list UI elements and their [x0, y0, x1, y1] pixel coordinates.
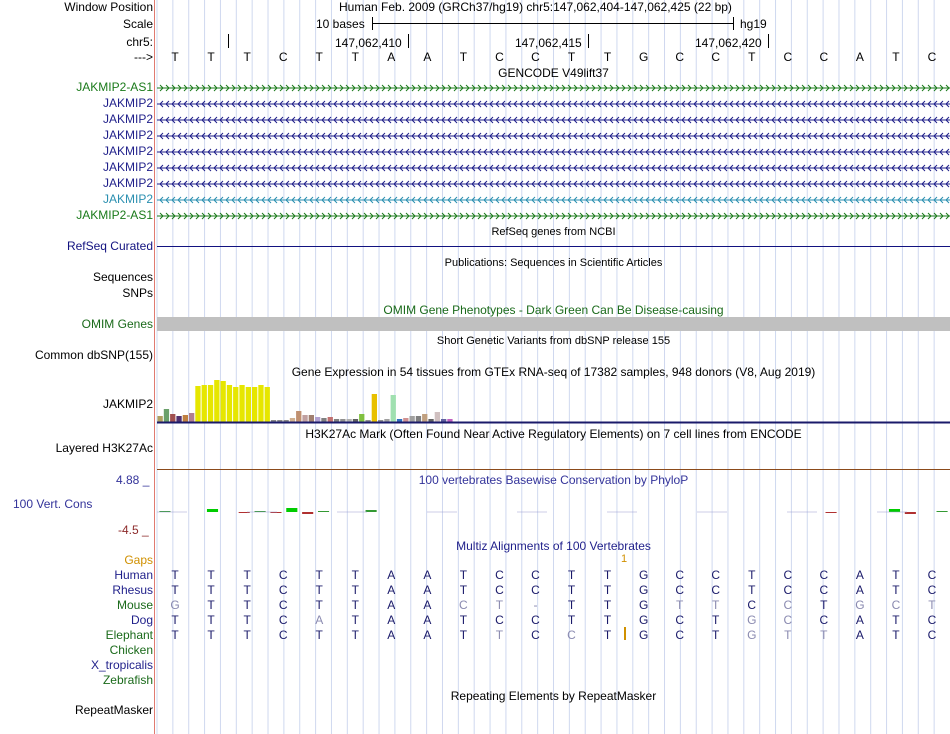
- omim-track-title: OMIM Gene Phenotypes - Dark Green Can Be Disease-causing: [383, 303, 724, 317]
- multiz-aligned-base: T: [675, 598, 684, 612]
- multiz-aligned-base: T: [712, 598, 720, 612]
- multiz-aligned-base: C: [819, 583, 829, 597]
- reference-base: T: [459, 50, 468, 64]
- multiz-aligned-base: C: [459, 598, 468, 612]
- gtex-tissue-bar[interactable]: [189, 413, 194, 422]
- reference-base: T: [748, 50, 756, 64]
- multiz-aligned-base: C: [531, 583, 540, 597]
- multiz-aligned-base: G: [855, 598, 865, 612]
- multiz-aligned-base: T: [243, 628, 251, 642]
- multiz-aligned-base: T: [207, 598, 215, 612]
- multiz-aligned-base: T: [315, 583, 323, 597]
- multiz-gap-marker: 1: [621, 553, 628, 565]
- window-position-label: Window Position: [64, 0, 153, 14]
- gtex-tissue-bar[interactable]: [246, 387, 251, 422]
- multiz-aligned-base: T: [243, 613, 251, 627]
- gencode-transcript-label[interactable]: JAKMIP2: [102, 96, 153, 110]
- reference-base: T: [243, 50, 251, 64]
- multiz-aligned-base: C: [278, 598, 288, 612]
- multiz-aligned-base: C: [927, 628, 937, 642]
- ruler-tick: [588, 34, 589, 48]
- ruler-tick: [228, 34, 229, 48]
- multiz-aligned-base: A: [423, 628, 432, 642]
- multiz-aligned-base: G: [638, 628, 649, 642]
- multiz-aligned-base: C: [495, 568, 504, 582]
- multiz-aligned-base: T: [207, 628, 215, 642]
- multiz-aligned-base: T: [892, 583, 900, 597]
- gencode-transcript-label[interactable]: JAKMIP2-AS1: [76, 208, 153, 222]
- reference-base: C: [278, 50, 288, 64]
- multiz-aligned-base: T: [748, 583, 756, 597]
- multiz-species-label[interactable]: Zebrafish: [102, 673, 153, 687]
- multiz-aligned-base: T: [243, 598, 251, 612]
- repeatmasker-track-label[interactable]: RepeatMasker: [74, 703, 153, 717]
- refseq-track-title: RefSeq genes from NCBI: [491, 226, 616, 238]
- gtex-tissue-bar[interactable]: [221, 381, 226, 422]
- reference-base: T: [315, 50, 323, 64]
- multiz-aligned-base: A: [387, 568, 396, 582]
- multiz-aligned-base: T: [171, 568, 179, 582]
- multiz-aligned-base: G: [747, 628, 757, 642]
- multiz-aligned-base: A: [387, 628, 396, 642]
- multiz-aligned-base: C: [819, 613, 829, 627]
- gtex-tissue-bar[interactable]: [195, 386, 200, 422]
- gtex-tissue-bar[interactable]: [315, 417, 320, 422]
- reference-base: G: [638, 50, 649, 64]
- phylop-score-bar: [366, 510, 377, 512]
- phylop-track-label[interactable]: 100 Vert. Cons: [13, 497, 93, 511]
- multiz-aligned-base: C: [531, 613, 540, 627]
- multiz-aligned-base: T: [207, 613, 215, 627]
- multiz-aligned-base: T: [243, 568, 251, 582]
- multiz-aligned-base: G: [170, 598, 180, 612]
- multiz-gaps-label[interactable]: Gaps: [124, 553, 153, 567]
- gtex-tissue-bar[interactable]: [233, 387, 238, 422]
- multiz-aligned-base: T: [603, 628, 612, 642]
- multiz-aligned-base: A: [315, 613, 324, 627]
- reference-base: T: [171, 50, 179, 64]
- multiz-insertion-mark: [624, 627, 626, 640]
- reference-base: A: [423, 50, 432, 64]
- gencode-transcript-label[interactable]: JAKMIP2: [102, 160, 153, 174]
- multiz-aligned-base: A: [387, 598, 396, 612]
- multiz-aligned-base: C: [891, 598, 901, 612]
- gencode-transcript-label[interactable]: JAKMIP2: [102, 192, 153, 206]
- assembly-position-text: Human Feb. 2009 (GRCh37/hg19) chr5:147,062,404-147,062,425 (22 bp): [339, 0, 732, 14]
- multiz-aligned-base: C: [278, 613, 288, 627]
- gencode-transcript-line[interactable]: [157, 197, 950, 203]
- multiz-aligned-base: C: [783, 568, 793, 582]
- gtex-tissue-bar[interactable]: [214, 380, 219, 422]
- reference-base: T: [207, 50, 215, 64]
- phylop-max-label: 4.88 _: [116, 473, 150, 487]
- multiz-aligned-base: C: [783, 613, 793, 627]
- multiz-aligned-base: C: [495, 613, 504, 627]
- multiz-aligned-base: T: [603, 613, 612, 627]
- multiz-aligned-base: C: [927, 583, 937, 597]
- phylop-score-bar: [889, 509, 900, 512]
- multiz-aligned-base: C: [675, 613, 684, 627]
- repeatmasker-track-title: Repeating Elements by RepeatMasker: [450, 689, 657, 703]
- gencode-transcript-line[interactable]: [157, 101, 950, 107]
- multiz-aligned-base: T: [603, 583, 612, 597]
- multiz-aligned-base: T: [820, 628, 828, 642]
- multiz-aligned-base: C: [675, 628, 684, 642]
- multiz-aligned-base: T: [459, 628, 468, 642]
- multiz-aligned-base: T: [495, 628, 504, 642]
- multiz-aligned-base: G: [638, 613, 649, 627]
- reference-base: T: [603, 50, 612, 64]
- multiz-track-title: Multiz Alignments of 100 Vertebrates: [456, 539, 651, 553]
- multiz-aligned-base: T: [712, 613, 720, 627]
- gtex-tissue-bar[interactable]: [359, 414, 364, 422]
- ruler-tick: [408, 34, 409, 48]
- multiz-aligned-base: C: [675, 583, 684, 597]
- gtex-tissue-bar[interactable]: [170, 414, 175, 422]
- reference-base: C: [711, 50, 721, 64]
- gtex-tissue-bar[interactable]: [252, 387, 257, 422]
- phylop-score-bar: [302, 512, 313, 514]
- multiz-aligned-base: T: [315, 598, 323, 612]
- scale-bar-left-tick: [372, 17, 373, 30]
- multiz-aligned-base: C: [711, 568, 721, 582]
- gencode-transcript-label[interactable]: JAKMIP2-AS1: [76, 80, 153, 94]
- multiz-aligned-base: A: [387, 583, 396, 597]
- multiz-aligned-base: T: [603, 568, 612, 582]
- multiz-aligned-base: T: [784, 628, 792, 642]
- reference-base: C: [783, 50, 793, 64]
- refseq-track-label[interactable]: RefSeq Curated: [66, 239, 153, 253]
- multiz-aligned-base: C: [531, 568, 540, 582]
- multiz-aligned-base: T: [171, 628, 179, 642]
- multiz-aligned-base: T: [567, 568, 576, 582]
- phylop-track-title: 100 vertebrates Basewise Conservation by PhyloP: [418, 473, 689, 487]
- multiz-aligned-base: T: [315, 568, 323, 582]
- gtex-tissue-bar[interactable]: [176, 416, 181, 422]
- gtex-tissue-bar[interactable]: [422, 414, 427, 422]
- multiz-aligned-base: T: [892, 568, 900, 582]
- gtex-tissue-bar[interactable]: [302, 415, 307, 422]
- label-column-divider: [154, 0, 155, 734]
- reference-base: C: [927, 50, 937, 64]
- multiz-aligned-base: C: [747, 598, 757, 612]
- multiz-aligned-base: T: [820, 598, 828, 612]
- gencode-transcript-line[interactable]: [157, 181, 950, 187]
- gtex-tissue-bar[interactable]: [435, 412, 440, 422]
- phylop-score-bar: [286, 508, 297, 512]
- multiz-aligned-base: T: [748, 568, 756, 582]
- multiz-aligned-base: C: [278, 628, 288, 642]
- multiz-aligned-base: T: [459, 613, 468, 627]
- multiz-aligned-base: T: [567, 583, 576, 597]
- gtex-tissue-bar[interactable]: [183, 415, 188, 422]
- scale-bases-label: 10 bases: [316, 17, 365, 31]
- multiz-species-label[interactable]: Elephant: [105, 628, 153, 642]
- reference-base: T: [351, 50, 359, 64]
- multiz-aligned-base: T: [892, 628, 900, 642]
- multiz-species-label[interactable]: Mouse: [116, 598, 153, 612]
- multiz-aligned-base: C: [278, 568, 288, 582]
- multiz-aligned-base: G: [638, 598, 649, 612]
- multiz-aligned-base: A: [855, 568, 864, 582]
- phylop-conservation-plot[interactable]: [157, 498, 950, 528]
- multiz-aligned-base: T: [567, 613, 576, 627]
- gtex-tissue-bar[interactable]: [296, 411, 301, 422]
- gtex-tissue-bar[interactable]: [372, 394, 377, 422]
- chrom-label: chr5:: [126, 35, 153, 49]
- multiz-aligned-base: C: [927, 613, 937, 627]
- gtex-tissue-bar[interactable]: [158, 416, 163, 422]
- multiz-aligned-base: T: [892, 613, 900, 627]
- gtex-tissue-bar[interactable]: [258, 385, 263, 422]
- phylop-score-bar: [207, 509, 218, 512]
- gencode-transcript-label[interactable]: JAKMIP2: [102, 144, 153, 158]
- multiz-species-label[interactable]: Human: [114, 568, 153, 582]
- phylop-score-bar: [937, 511, 948, 512]
- multiz-aligned-base: A: [387, 613, 396, 627]
- multiz-aligned-base: A: [855, 583, 864, 597]
- multiz-aligned-base: T: [351, 568, 359, 582]
- gtex-tissue-bar[interactable]: [403, 418, 408, 422]
- gencode-transcript-line[interactable]: [157, 213, 950, 219]
- gtex-tissue-bar[interactable]: [265, 387, 270, 422]
- gtex-tissue-bar[interactable]: [227, 385, 232, 422]
- multiz-aligned-base: A: [855, 613, 864, 627]
- gtex-tissue-bar[interactable]: [391, 395, 396, 422]
- gtex-track-title: Gene Expression in 54 tissues from GTEx RNA-seq of 17382 samples, 948 donors (V8, Aug 2019): [291, 365, 816, 379]
- gtex-tissue-bar[interactable]: [309, 415, 314, 422]
- multiz-aligned-base: C: [711, 583, 721, 597]
- multiz-aligned-base: A: [855, 628, 864, 642]
- ruler-position-3: 147,062,420: [695, 36, 762, 50]
- multiz-aligned-base: C: [783, 583, 793, 597]
- gencode-transcript-label[interactable]: JAKMIP2: [102, 128, 153, 142]
- multiz-aligned-base: T: [567, 598, 576, 612]
- scale-bar-right-tick: [733, 17, 734, 30]
- publications-snps-label[interactable]: SNPs: [122, 286, 153, 300]
- multiz-aligned-base: A: [423, 568, 432, 582]
- strand-label[interactable]: --->: [134, 50, 153, 64]
- gencode-transcript-line[interactable]: [157, 165, 950, 171]
- reference-base: C: [819, 50, 829, 64]
- gencode-transcript-line[interactable]: [157, 149, 950, 155]
- gencode-transcript-line[interactable]: [157, 133, 950, 139]
- reference-base: T: [567, 50, 576, 64]
- gtex-tissue-bar[interactable]: [202, 385, 207, 422]
- gtex-tissue-bar[interactable]: [208, 385, 213, 422]
- gtex-tissue-bar[interactable]: [164, 409, 169, 422]
- h3k27ac-baseline: [157, 469, 950, 470]
- multiz-aligned-base: A: [423, 583, 432, 597]
- h3k27ac-track-title: H3K27Ac Mark (Often Found Near Active Regulatory Elements) on 7 cell lines from ENCODE: [305, 427, 802, 441]
- omim-track-label[interactable]: OMIM Genes: [81, 317, 153, 331]
- scale-label: Scale: [122, 17, 153, 31]
- gencode-transcript-line[interactable]: [157, 117, 950, 123]
- gtex-track-label[interactable]: JAKMIP2: [102, 397, 153, 411]
- multiz-aligned-base: C: [819, 568, 829, 582]
- multiz-aligned-base: A: [423, 598, 432, 612]
- multiz-aligned-base: G: [638, 568, 649, 582]
- multiz-aligned-base: T: [351, 628, 359, 642]
- multiz-aligned-base: -: [533, 598, 538, 612]
- reference-base: T: [892, 50, 900, 64]
- reference-base: A: [855, 50, 864, 64]
- multiz-aligned-base: T: [351, 598, 359, 612]
- multiz-aligned-base: T: [459, 583, 468, 597]
- gencode-track-features: [157, 80, 950, 224]
- gtex-expression-chart[interactable]: [157, 380, 950, 424]
- reference-base: A: [387, 50, 396, 64]
- dbsnp-track-label[interactable]: Common dbSNP(155): [34, 348, 153, 362]
- reference-base: C: [495, 50, 504, 64]
- multiz-aligned-base: T: [171, 583, 179, 597]
- multiz-aligned-base: G: [747, 613, 757, 627]
- gtex-tissue-bar[interactable]: [410, 416, 415, 422]
- omim-gene-block[interactable]: [157, 317, 950, 331]
- multiz-species-label[interactable]: Chicken: [109, 643, 153, 657]
- multiz-aligned-base: T: [207, 583, 215, 597]
- multiz-species-label[interactable]: X_tropicalis: [90, 658, 153, 672]
- gencode-transcript-line[interactable]: [157, 85, 950, 91]
- multiz-aligned-base: C: [278, 583, 288, 597]
- multiz-aligned-base: T: [712, 628, 720, 642]
- multiz-aligned-base: T: [171, 613, 179, 627]
- multiz-aligned-base: C: [567, 628, 576, 642]
- ruler-tick: [768, 34, 769, 48]
- multiz-aligned-base: C: [783, 598, 793, 612]
- multiz-aligned-base: T: [495, 598, 504, 612]
- gtex-tissue-bar[interactable]: [328, 417, 333, 422]
- gtex-tissue-bar[interactable]: [416, 416, 421, 422]
- multiz-aligned-base: C: [927, 568, 937, 582]
- gtex-tissue-bar[interactable]: [321, 418, 326, 422]
- ruler-position-1: 147,062,410: [335, 36, 402, 50]
- multiz-aligned-base: T: [207, 568, 215, 582]
- gtex-tissue-bar[interactable]: [239, 385, 244, 422]
- scale-db-label: hg19: [740, 17, 767, 31]
- ruler-position-2: 147,062,415: [515, 36, 582, 50]
- multiz-aligned-base: T: [243, 583, 251, 597]
- multiz-aligned-base: T: [351, 613, 359, 627]
- multiz-aligned-base: T: [459, 568, 468, 582]
- phylop-min-label: -4.5 _: [118, 523, 149, 537]
- multiz-species-label[interactable]: Dog: [130, 613, 153, 627]
- multiz-aligned-base: T: [351, 583, 359, 597]
- multiz-aligned-base: A: [423, 613, 432, 627]
- dbsnp-track-title: Short Genetic Variants from dbSNP release 155: [436, 335, 671, 347]
- gencode-transcript-label[interactable]: JAKMIP2: [102, 176, 153, 190]
- gencode-transcript-label[interactable]: JAKMIP2: [102, 112, 153, 126]
- scale-bar: [372, 23, 734, 24]
- refseq-gene-line[interactable]: [157, 246, 950, 247]
- publications-track-title: Publications: Sequences in Scientific Articles: [444, 257, 663, 269]
- multiz-aligned-base: C: [675, 568, 684, 582]
- phylop-score-bar: [825, 512, 836, 513]
- gtex-tissue-bar[interactable]: [290, 418, 295, 422]
- multiz-aligned-base: T: [315, 628, 323, 642]
- multiz-species-label[interactable]: Rhesus: [112, 583, 153, 597]
- phylop-score-bar: [318, 511, 329, 512]
- multiz-aligned-base: C: [531, 628, 540, 642]
- multiz-aligned-base: G: [638, 583, 649, 597]
- multiz-aligned-base: T: [603, 598, 612, 612]
- gencode-track-title: GENCODE V49lift37: [498, 66, 609, 80]
- reference-base: C: [531, 50, 540, 64]
- multiz-aligned-base: T: [928, 598, 936, 612]
- reference-base: C: [675, 50, 684, 64]
- multiz-aligned-base: C: [495, 583, 504, 597]
- h3k27ac-track-label[interactable]: Layered H3K27Ac: [55, 441, 153, 455]
- publications-sequences-label[interactable]: Sequences: [92, 270, 153, 284]
